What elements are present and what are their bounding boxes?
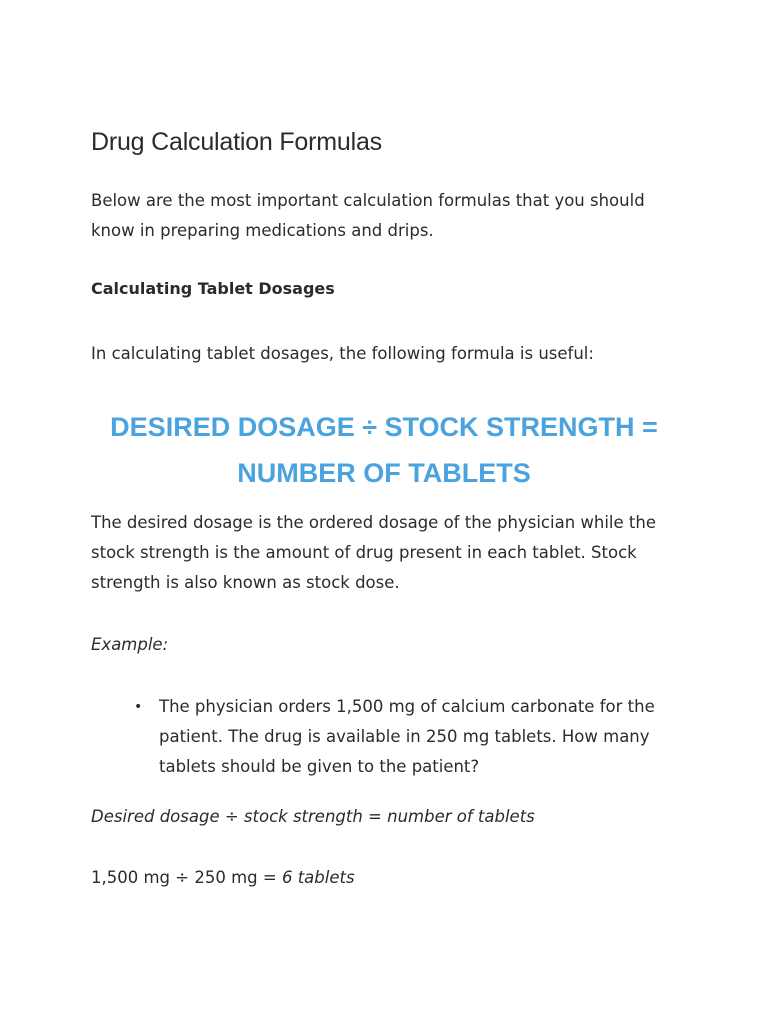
formula-line-2: NUMBER OF TABLETS	[237, 458, 531, 488]
highlighted-formula	[60, 404, 708, 496]
intro-paragraph: Below are the most important calculation formulas that you should know in preparing medications and drips.	[91, 191, 645, 240]
bullet-icon: •	[134, 699, 143, 715]
lead-paragraph: In calculating tablet dosages, the following formula is useful:	[91, 344, 594, 363]
list-item	[134, 692, 694, 782]
description-paragraph: The desired dosage is the ordered dosage of the physician while the stock strength is the amount of drug present in each tablet. Stock strength is also known as stock dose.	[91, 513, 656, 592]
result-value: 6 tablets	[281, 868, 355, 887]
formula-statement: Desired dosage ÷ stock strength = number of tablets	[91, 807, 535, 826]
formula-line-1: DESIRED DOSAGE ÷ STOCK STRENGTH =	[110, 412, 658, 442]
example-list	[134, 692, 694, 782]
document-title: Drug Calculation Formulas	[91, 128, 382, 156]
section-heading: Calculating Tablet Dosages	[91, 279, 335, 298]
list-item-text: The physician orders 1,500 mg of calcium carbonate for the patient. The drug is available in 250 mg tablets. How many tablets should be given to the patient?	[159, 697, 655, 776]
result-expression: 1,500 mg ÷ 250 mg =	[91, 868, 282, 887]
calculation-result	[91, 863, 355, 893]
example-label: Example:	[91, 635, 169, 654]
